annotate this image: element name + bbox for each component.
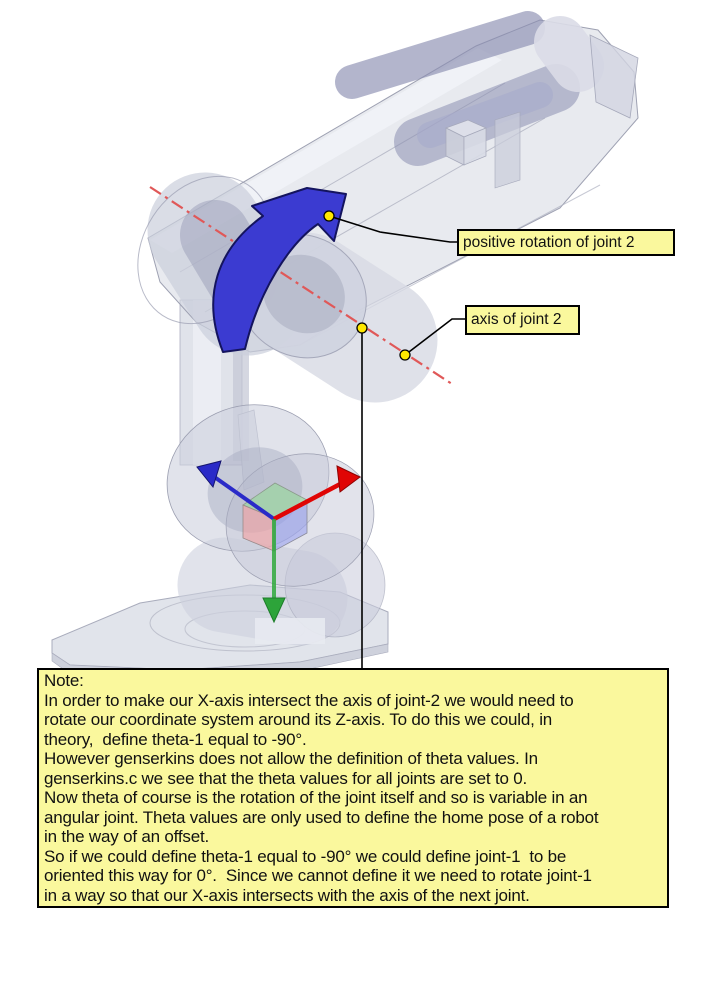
axis-marker-dot: [357, 323, 367, 333]
robot-arm-render: [52, 20, 638, 679]
note-line: However genserkins does not allow the definition of theta values. In: [44, 749, 538, 769]
robot-wrist-cap: [560, 42, 578, 66]
note-line: Now theta of course is the rotation of the joint itself and so is variable in an: [44, 788, 588, 808]
note-line: In order to make our X-axis intersect the axis of joint-2 we would need to: [44, 690, 574, 710]
robot-base-step: [255, 618, 325, 644]
note-line: angular joint. Theta values are only used to define the home pose of a robot: [44, 807, 599, 827]
callout-label-axis: [465, 305, 580, 335]
note-line: oriented this way for 0°. Since we cannot define it we need to rotate joint-1: [44, 866, 592, 886]
note-line: genserkins.c we see that the theta values for all joints are set to 0.: [44, 768, 528, 788]
note-line: theory, define theta-1 equal to -90°.: [44, 729, 307, 749]
note-line: Note:: [44, 671, 84, 690]
callout-label-text: axis of joint 2: [471, 311, 562, 328]
axis-marker-dot: [324, 211, 334, 221]
callout-label-positive-rotation: [457, 229, 675, 256]
note-line: in the way of an offset.: [44, 827, 209, 847]
callout-label-text: positive rotation of joint 2: [463, 233, 635, 251]
note-line: So if we could define theta-1 equal to -90° we could define joint-1 to be: [44, 846, 567, 866]
robot-slab: [495, 112, 520, 188]
note-box: [37, 668, 669, 908]
note-line: rotate our coordinate system around its Z-axis. To do this we could, in: [44, 710, 553, 730]
note-line: in a way so that our X-axis intersects with the axis of the next joint.: [44, 886, 530, 906]
axis-marker-dot: [400, 350, 410, 360]
